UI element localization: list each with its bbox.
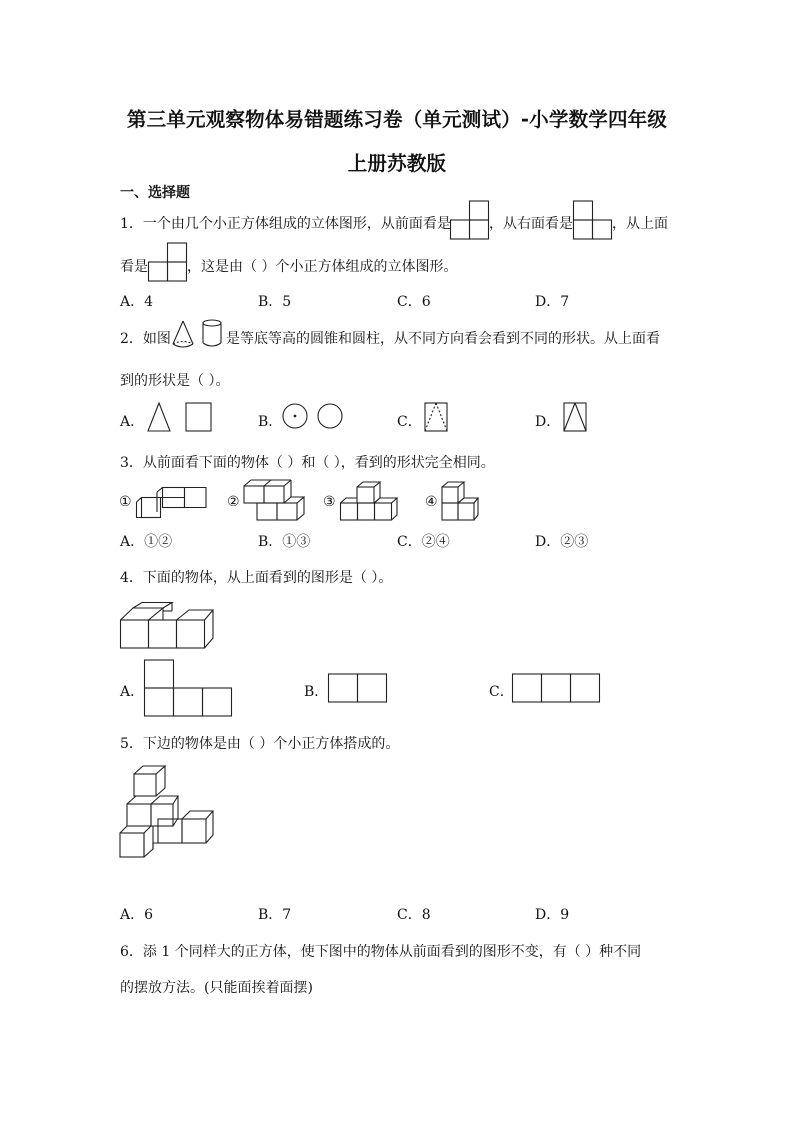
- q1-text-1: 1．一个由几个小正方体组成的立体图形，从前面看是: [120, 216, 451, 232]
- q4-option-a-figure: [144, 659, 234, 719]
- q2-option-d-figure: [563, 402, 589, 432]
- q2-option-c[interactable]: C．: [397, 414, 422, 430]
- q6-text-line1: 6．添 1 个同样大的正方体，使下图中的物体从前面看到的图形不变，有（ ）种不同: [120, 944, 642, 960]
- q1-front-view-figure: [450, 200, 490, 240]
- cylinder-icon: [201, 319, 225, 349]
- q3-figure-4: [441, 481, 479, 521]
- q5-option-c[interactable]: C．8: [397, 907, 431, 923]
- cone-icon: [172, 320, 196, 348]
- q1-text-5: ，这是由（ ）个小正方体组成的立体图形。: [187, 259, 458, 275]
- q1-text-3: ，从上面: [612, 216, 668, 232]
- q4-object-figure: [120, 602, 215, 650]
- q4-option-b-figure: [328, 673, 388, 703]
- q2-option-b[interactable]: B．: [258, 414, 283, 430]
- q2-text-1: 2．如图: [120, 331, 171, 347]
- q3-figure-2: [243, 485, 305, 521]
- q2-option-b-figure: [282, 403, 346, 431]
- q3-figure-label-3: ③: [323, 494, 336, 510]
- q3-option-a[interactable]: A．①②: [120, 534, 173, 550]
- q1-option-d[interactable]: D．7: [535, 294, 570, 310]
- q1-option-c[interactable]: C．6: [397, 294, 431, 310]
- q4-text: 4．下面的物体，从上面看到的图形是（ ）。: [120, 570, 393, 586]
- q3-option-c[interactable]: C．②④: [397, 534, 450, 550]
- q1-right-view-figure: [573, 200, 613, 240]
- q2-text-2: 是等底等高的圆锥和圆柱，从不同方向看会看到不同的形状。从上面看: [226, 331, 660, 347]
- q3-figure-1: [136, 486, 208, 520]
- q2-option-a[interactable]: A．: [120, 414, 145, 430]
- q5-text: 5．下边的物体是由（ ）个小正方体搭成的。: [120, 736, 400, 752]
- q3-figure-label-4: ④: [425, 494, 438, 510]
- q1-option-b[interactable]: B．5: [258, 294, 292, 310]
- q1-text-2: ，从右面看是: [489, 216, 573, 232]
- q4-option-a[interactable]: A．: [120, 684, 145, 700]
- page-title-line2: 上册苏教版: [347, 152, 447, 175]
- q5-option-a[interactable]: A．6: [120, 907, 154, 923]
- q1-text-4: 看是: [120, 259, 148, 275]
- q2-option-a-figure: [147, 402, 213, 432]
- q3-option-d[interactable]: D．②③: [535, 534, 589, 550]
- q5-object-figure: [119, 764, 215, 862]
- q4-option-c-figure: [512, 673, 602, 703]
- q4-option-b[interactable]: B．: [304, 684, 329, 700]
- q6-text-line2: 的摆放方法。(只能面挨着面摆): [120, 980, 313, 996]
- q3-figure-3: [340, 481, 400, 521]
- q2-option-c-figure: [424, 402, 450, 432]
- page-title: 第三单元观察物体易错题练习卷（单元测试）-小学数学四年级: [126, 108, 668, 131]
- q4-option-c[interactable]: C．: [489, 684, 514, 700]
- q3-figure-label-2: ②: [227, 494, 240, 510]
- q1-option-a[interactable]: A．4: [120, 294, 154, 310]
- q2-text-3: 到的形状是（ ）。: [120, 373, 230, 389]
- q3-text: 3．从前面看下面的物体（ ）和（ ），看到的形状完全相同。: [120, 455, 495, 471]
- q5-option-d[interactable]: D．9: [535, 907, 570, 923]
- q3-figure-label-1: ①: [119, 494, 132, 510]
- q2-option-d[interactable]: D．: [535, 414, 561, 430]
- q5-option-b[interactable]: B．7: [258, 907, 292, 923]
- q3-option-b[interactable]: B．①③: [258, 534, 311, 550]
- section-heading: 一、选择题: [120, 185, 190, 201]
- q1-top-view-figure: [148, 242, 188, 282]
